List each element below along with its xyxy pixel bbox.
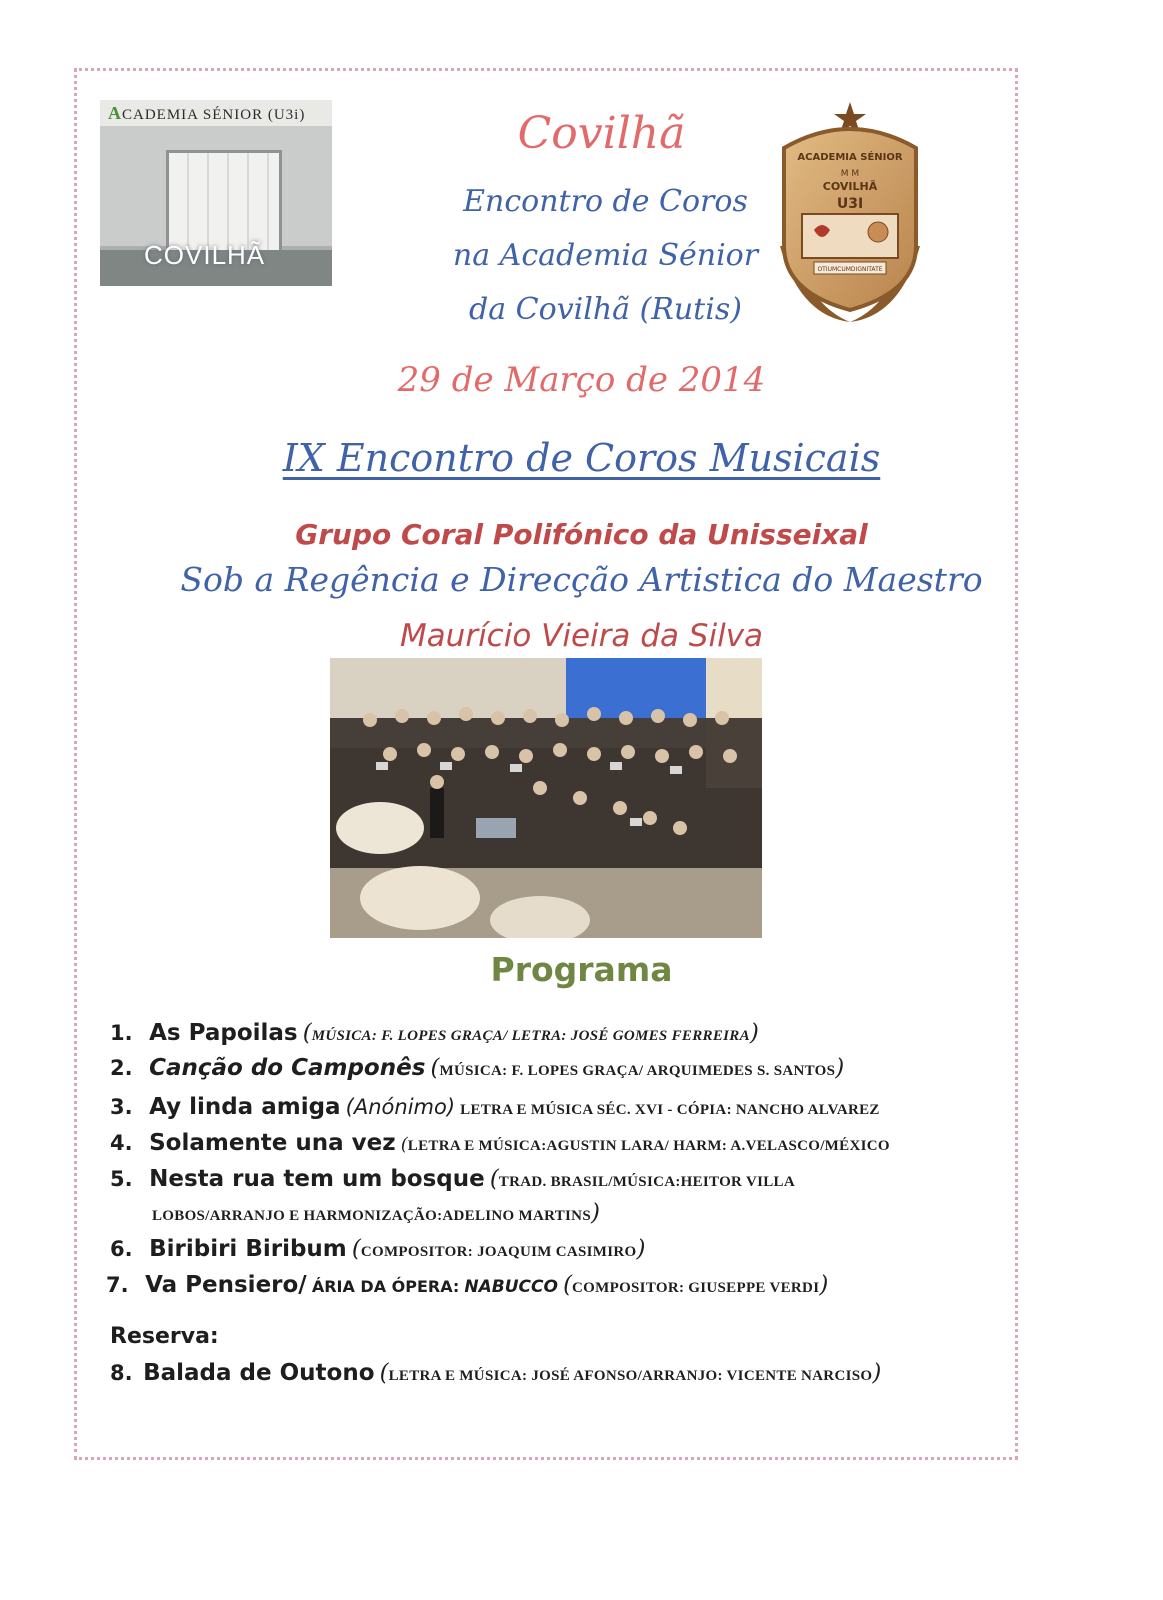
group-name: Grupo Coral Polifónico da Unisseixal [295, 518, 868, 551]
item-credits: TRAD. BRASIL/MÚSICA:HEITOR VILLA [498, 1174, 795, 1190]
event-line-2: na Academia Sénior [452, 238, 759, 273]
sign-text: CADEMIA SÉNIOR (U3i) [122, 107, 306, 123]
item-credits: COMPOSITOR: GIUSEPPE VERDI [572, 1280, 820, 1296]
program-item-6: 6. Biribiri Biribum (COMPOSITOR: JOAQUIM CASIMIRO) [110, 1236, 646, 1262]
item-credits: MÚSICA: F. LOPES GRAÇA/ ARQUIMEDES S. SANTOS [439, 1063, 836, 1079]
event-name-text: IX Encontro de Coros Musicais [282, 436, 881, 480]
item-aria: ÁRIA DA ÓPERA: [311, 1277, 460, 1296]
item-title: As Papoilas [149, 1020, 298, 1046]
program-item-5-cont: LOBOS/ARRANJO E HARMONIZAÇÃO:ADELINO MARTINS) [152, 1200, 600, 1226]
choir-photo [330, 658, 762, 938]
item-title: Nesta rua tem um bosque [149, 1166, 485, 1192]
item-subtitle: Anónimo [353, 1095, 447, 1119]
building-caption: COVILHÃ [144, 240, 266, 270]
item-title: Va Pensiero/ [145, 1272, 307, 1298]
item-number: 1. [110, 1021, 133, 1045]
item-credits-continued: LOBOS/ARRANJO E HARMONIZAÇÃO:ADELINO MARTINS [152, 1208, 591, 1224]
item-number: 6. [110, 1237, 133, 1261]
programa-heading: Programa [490, 950, 673, 989]
sign-initial: A [108, 103, 122, 123]
program-item-5: 5. Nesta rua tem um bosque (TRAD. BRASIL/MÚSICA:HEITOR VILLA [110, 1166, 795, 1192]
reserva-label: Reserva: [110, 1324, 219, 1349]
event-line-3: da Covilhã (Rutis) [469, 292, 742, 327]
badge-line3: COVILHÃ [822, 180, 878, 193]
item-credits: MÚSICA: F. LOPES GRAÇA/ LETRA: JOSÉ GOMES FERREIRA [311, 1028, 750, 1044]
item-title: Ay linda amiga [149, 1094, 341, 1120]
item-number: 5. [110, 1167, 133, 1191]
event-line-1: Encontro de Coros [463, 184, 748, 219]
item-credits: LETRA E MÚSICA: JOSÉ AFONSO/ARRANJO: VICENTE NARCISO [388, 1368, 873, 1384]
badge-line1: ACADEMIA SÉNIOR [797, 152, 903, 163]
item-credits: LETRA E MÚSICA:AGUSTIN LARA/ HARM: A.VELASCO/MÉXICO [407, 1138, 890, 1154]
item-title: Solamente una vez [149, 1130, 396, 1156]
program-item-2: 2. Canção do Camponês (MÚSICA: F. LOPES GRAÇA/ ARQUIMEDES S. SANTOS) [110, 1055, 845, 1081]
badge-line2: M M [840, 169, 860, 179]
program-item-7: 7. Va Pensiero/ ÁRIA DA ÓPERA: NABUCCO (COMPOSITOR: GIUSEPPE VERDI) [106, 1272, 829, 1298]
item-title: Biribiri Biribum [149, 1236, 347, 1262]
badge-motto: OTIUMCUMDIGNITATE [817, 266, 883, 273]
item-opera: NABUCCO [464, 1277, 558, 1297]
item-number: 4. [110, 1131, 133, 1155]
badge-line4: U3I [836, 196, 864, 212]
program-item-4: 4. Solamente una vez (LETRA E MÚSICA:AGUSTIN LARA/ HARM: A.VELASCO/MÉXICO [110, 1130, 890, 1156]
event-name [0, 436, 1163, 480]
city-title: Covilhã [517, 108, 686, 159]
item-credits: LETRA E MÚSICA SÉC. XVI - CÓPIA: NANCHO ALVAREZ [460, 1102, 880, 1118]
item-number: 7. [106, 1273, 129, 1297]
group-direction: Sob a Regência e Direcção Artistica do Maestro [180, 560, 983, 599]
event-date: 29 de Março de 2014 [397, 360, 766, 400]
item-number: 3. [110, 1095, 133, 1119]
program-item-8: 8. Balada de Outono (LETRA E MÚSICA: JOSÉ AFONSO/ARRANJO: VICENTE NARCISO) [110, 1360, 882, 1386]
maestro-name: Maurício Vieira da Silva [399, 618, 764, 654]
program-item-1: 1. As Papoilas (MÚSICA: F. LOPES GRAÇA/ LETRA: JOSÉ GOMES FERREIRA) [110, 1020, 759, 1046]
item-number: 8. [110, 1361, 133, 1385]
item-credits: COMPOSITOR: JOAQUIM CASIMIRO [360, 1244, 637, 1260]
item-title: Canção do Camponês [149, 1055, 426, 1081]
item-title: Balada de Outono [143, 1360, 375, 1386]
item-number: 2. [110, 1056, 133, 1080]
program-item-3: 3. Ay linda amiga (Anónimo) LETRA E MÚSICA SÉC. XVI - CÓPIA: NANCHO ALVAREZ [110, 1094, 880, 1120]
